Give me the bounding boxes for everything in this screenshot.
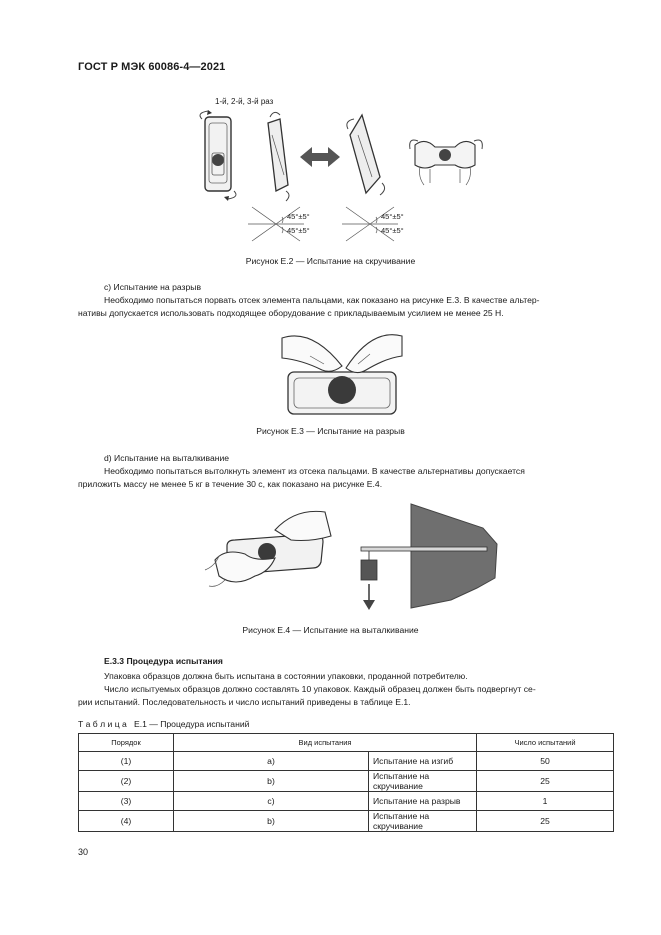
table-header-count: Число испытаний [477, 734, 614, 752]
cell-test-name: Испытание на разрыв [369, 792, 477, 811]
package-twisted-left [268, 112, 289, 201]
angle-label-3: 45°±5° [381, 212, 404, 221]
section-c-para-line1: Необходимо попытаться порвать отсек элемента пальцами, как показано на рисунке Е.3. В качестве альтер- [104, 295, 540, 305]
cell-order: (3) [79, 792, 174, 811]
table-header-order: Порядок [79, 734, 174, 752]
angle-label-4: 45°±5° [381, 226, 404, 235]
table-e1 [78, 733, 614, 832]
table-row [79, 811, 614, 832]
cell-order: (1) [79, 752, 174, 771]
hands-twisting-illustration [410, 140, 483, 185]
cell-code: b) [174, 771, 369, 792]
table-row [79, 792, 614, 811]
figure-e3-illustration [270, 330, 410, 420]
table-header-test-type: Вид испытания [174, 734, 477, 752]
section-c-heading: c) Испытание на разрыв [104, 282, 202, 292]
section-e33-para1: Упаковка образцов должна быть испытана в состоянии упаковки, проданной потребителю. [104, 671, 468, 681]
double-arrow-icon [300, 147, 340, 167]
table-header-row [79, 734, 614, 752]
angle-label-2: 45°±5° [287, 226, 310, 235]
cell-code: b) [174, 811, 369, 832]
cell-count: 50 [477, 752, 614, 771]
cell-count: 1 [477, 792, 614, 811]
package-twisted-right [347, 115, 385, 195]
section-e33-heading: Е.3.3 Процедура испытания [104, 656, 223, 666]
figure-e4-hand-push-illustration [205, 500, 335, 600]
cell-test-name: Испытание на изгиб [369, 752, 477, 771]
figure-e2-caption: Рисунок Е.2 — Испытание на скручивание [245, 256, 416, 266]
section-d-para-line2: приложить массу не менее 5 кг в течение 30 с, как показано на рисунке Е.4. [78, 479, 383, 489]
cell-test-name: Испытание на скручивание [369, 771, 477, 792]
cell-count: 25 [477, 811, 614, 832]
cell-count: 25 [477, 771, 614, 792]
cell-order: (4) [79, 811, 174, 832]
figure-e3-caption: Рисунок Е.3 — Испытание на разрыв [256, 426, 405, 436]
section-e33-para2-line1: Число испытуемых образцов должно составлять 10 упаковок. Каждый образец должен быть подвергнут се- [104, 684, 536, 694]
cell-code: c) [174, 792, 369, 811]
section-d-heading: d) Испытание на выталкивание [104, 453, 230, 463]
cell-code: a) [174, 752, 369, 771]
cell-test-name: Испытание на скручивание [369, 811, 477, 832]
figure-e4-weight-illustration [355, 500, 505, 612]
page-number: 30 [78, 847, 89, 857]
section-c-para-line2: нативы допускается использовать подходящее оборудование с прикладываемым усилием не менее 25 Н. [78, 308, 504, 318]
document-header: ГОСТ Р МЭК 60086-4—2021 [78, 61, 226, 73]
figure-e2-illustration [190, 105, 500, 255]
package-front-view [200, 110, 236, 201]
figure-e2-top-label: 1-й, 2-й, 3-й раз [215, 97, 274, 106]
cell-order: (2) [79, 771, 174, 792]
table-e1-title: Т а б л и ц а Е.1 — Процедура испытаний [78, 719, 250, 729]
table-row [79, 771, 614, 792]
table-row [79, 752, 614, 771]
figure-e4-caption: Рисунок Е.4 — Испытание на выталкивание [242, 625, 419, 635]
section-e33-para2-line2: рии испытаний. Последовательность и число испытаний приведены в таблице Е.1. [78, 697, 411, 707]
angle-label-1: 45°±5° [287, 212, 310, 221]
section-d-para-line1: Необходимо попытаться вытолкнуть элемент из отсека пальцами. В качестве альтернативы допускается [104, 466, 525, 476]
